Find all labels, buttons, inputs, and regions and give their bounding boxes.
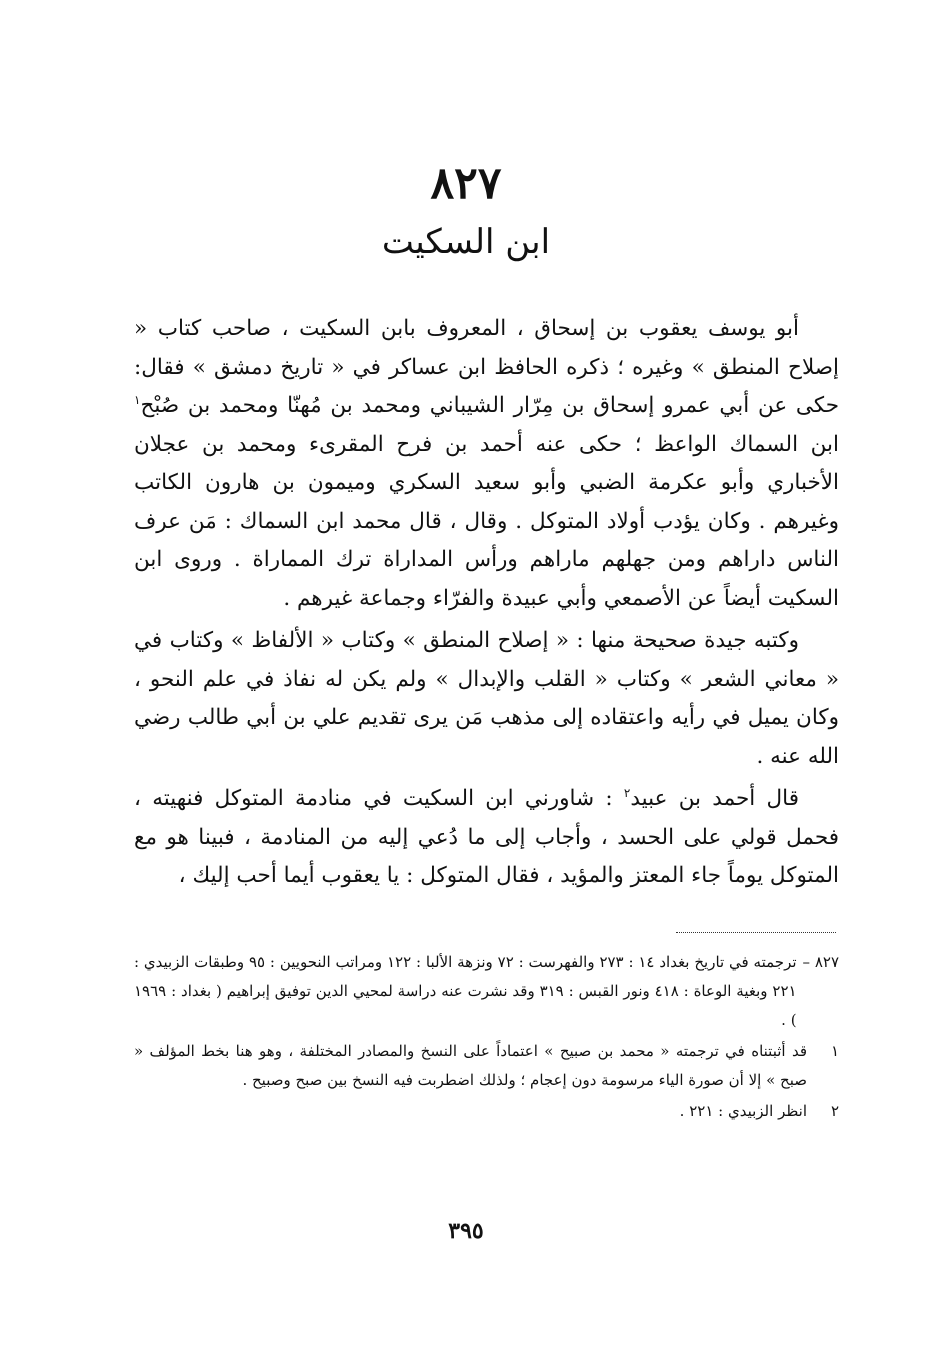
paragraph-3-part-b: : شاورني ابن السكيت في منادمة المتوكل فنهيته ، فحمل قولي على الحسد ، وأجاب إلى ما دُعي إليه من المنادمة ، فبينا هو مع المتوكل يوماً جاء المعتز والمؤيد ، فقال المتوكل : يا يعقوب أيما أحب إليك ، <box>134 786 839 888</box>
entry-number: ٨٢٧ <box>430 158 502 209</box>
footnote-ref-1: ١ <box>134 392 141 407</box>
footnote-text: ترجمته في تاريخ بغداد ١٤ : ٢٧٣ والفهرست : ٧٢ ونزهة الألبا : ١٢٢ ومراتب النحويين : ٩٥ وطبقات الزبيدي : ٢٢١ وبغية الوعاة : ٤١٨ ونور القبس : ٣١٩ وقد نشرت عنه دراسة لمحيي الدين توفيق إبراهيم ( بغداد : ١٩٦٩ ) . <box>134 953 797 1029</box>
footnote-entry <box>134 948 839 1035</box>
main-text <box>134 310 839 896</box>
footnote-text: قد أثبتناه في ترجمته « محمد بن صبيح » اعتماداً على النسخ والمصادر المختلفة ، وهو هنا بخط المؤلف « صبح » إلا أن صورة الياء مرسومة دون إعجام ؛ ولذلك اضطربت فيه النسخ بين صبح وصبيح . <box>134 1042 807 1089</box>
entry-title: ابن السكيت <box>381 222 551 262</box>
footnote-marker: ٨٢٧ – <box>802 953 839 971</box>
footnote-text: انظر الزبيدي : ٢٢١ . <box>679 1102 807 1120</box>
paragraph-1-part-b: ابن السماك الواعظ ؛ حكى عنه أحمد بن فرح المقرىء ومحمد بن عجلان الأخباري وأبو عكرمة الضبي وأبو سعيد السكري وميمون بن هارون الكاتب وغيرهم . وكان يؤدب أولاد المتوكل . وقال ، قال محمد ابن السماك : مَن عرف الناس داراهم ومن جهلهم ماراهم ورأس المداراة ترك المماراة . وروى ابن السكيت أيضاً عن الأصمعي وأبي عبيدة والفرّاء وجماعة غيرهم . <box>134 431 839 611</box>
footnotes <box>134 948 839 1126</box>
paragraph-2: وكتبه جيدة صحيحة منها : « إصلاح المنطق » وكتاب « الألفاظ » وكتاب في « معاني الشعر » وكتاب « القلب والإبدال » ولم يكن له نفاذ في علم النحو ، وكان يميل في رأيه واعتقاده إلى مذهب مَن يرى تقديم علي بن أبي طالب رضي الله عنه . <box>134 628 839 769</box>
page-number: ٣٩٥ <box>448 1218 484 1244</box>
footnote-1 <box>134 1037 839 1095</box>
paragraph-3-part-a: قال أحمد بن عبيد <box>630 786 799 811</box>
paragraph-3 <box>134 780 839 896</box>
footnote-divider <box>676 932 836 933</box>
footnote-ref-2: ٢ <box>623 785 631 800</box>
footnote-2 <box>134 1097 839 1126</box>
footnote-marker: ١ <box>830 1042 839 1060</box>
paragraph-1 <box>134 310 839 618</box>
footnote-marker: ٢ <box>830 1102 839 1120</box>
paragraph-1-part-a: أبو يوسف يعقوب بن إسحاق ، المعروف بابن السكيت ، صاحب كتاب « إصلاح المنطق » وغيره ؛ ذكره الحافظ ابن عساكر في « تاريخ دمشق » فقال: حكى عن أبي عمرو إسحاق بن مِرّار الشيباني ومحمد بن مُهنّا ومحمد بن صُبْح <box>134 316 839 418</box>
